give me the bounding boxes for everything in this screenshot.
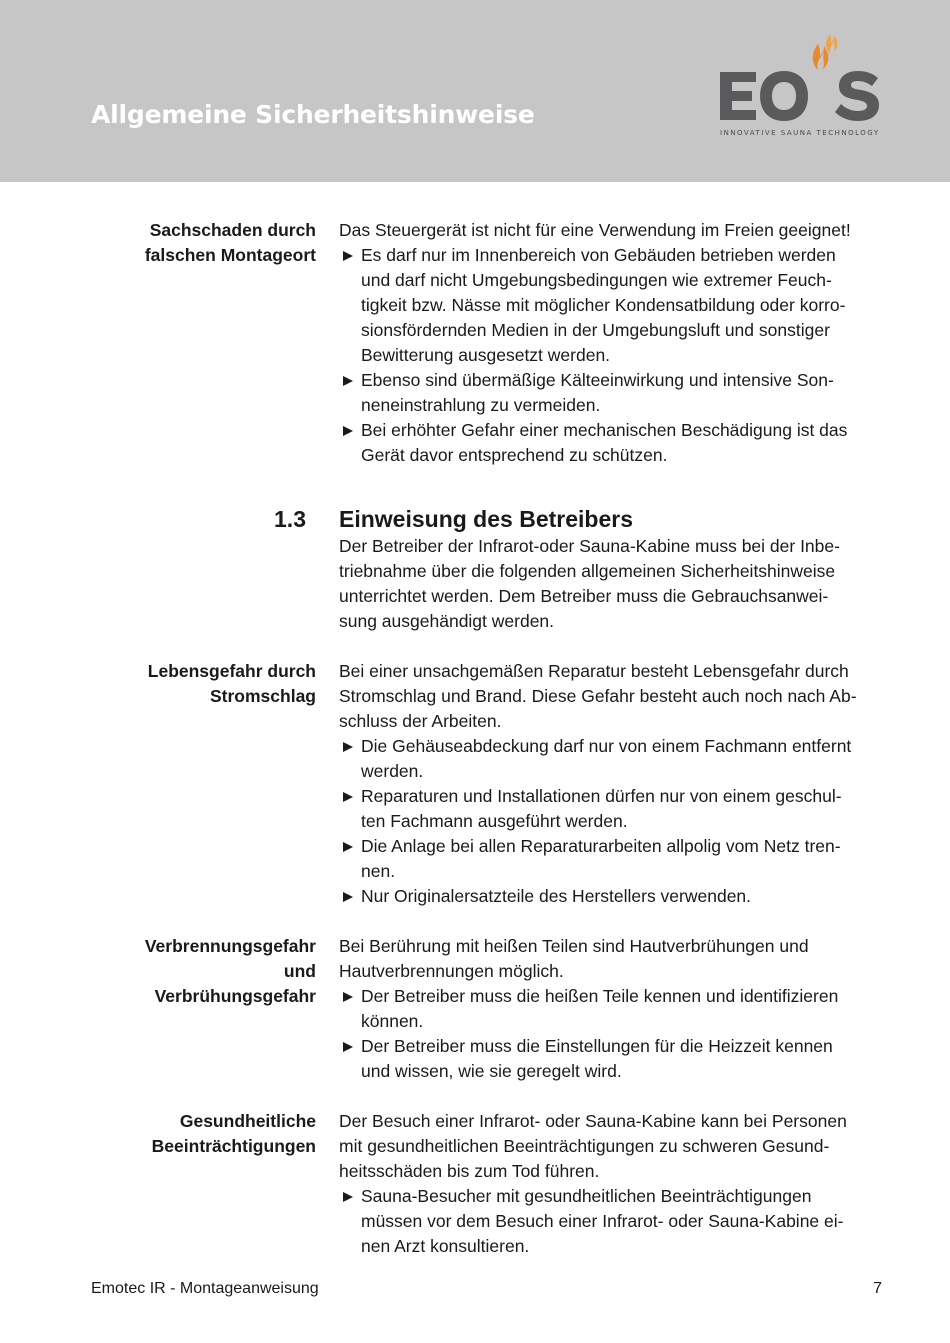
triangle-bullet-icon [343,742,353,752]
bullet-list [339,243,884,468]
triangle-bullet-icon [343,892,353,902]
triangle-bullet-icon [343,842,353,852]
bullet-item: Der Betreiber muss die Einstellungen für die Heizzeit kennen und wissen, wie sie geregelt wird. [339,1034,884,1084]
section-number: 1.3 [274,506,306,532]
block-label: Verbrennungsgefahr und Verbrühungsgefahr [144,936,316,1006]
block-verbrennungsgefahr [0,934,950,1084]
triangle-bullet-icon [343,376,353,386]
triangle-bullet-icon [343,1042,353,1052]
eos-logo [718,30,886,142]
section-heading [0,504,950,534]
bullet-item: Bei erhöhter Gefahr einer mechanischen Beschädigung ist das Gerät davor entsprechend zu schützen. [339,418,884,468]
section-title: Einweisung des Betreibers [339,506,633,532]
triangle-bullet-icon [343,992,353,1002]
block-body [339,218,884,468]
bullet-item: Die Gehäuseabdeckung darf nur von einem Fachmann entfernt werden. [339,734,884,784]
block-intro: Der Besuch einer Infrarot- oder Sauna-Kabine kann bei Personen [339,1111,847,1131]
block-intro: Bei Berührung mit heißen Teilen sind Hautverbrühungen und [339,936,809,956]
block-intro: Bei einer unsachgemäßen Reparatur besteht Lebensgefahr durch [339,661,849,681]
main-content [0,218,950,1259]
bullet-item: Ebenso sind übermäßige Kälteeinwirkung und intensive Son- neneinstrahlung zu vermeiden. [339,368,884,418]
block-body: Der Besuch einer Infrarot- oder Sauna-Kabine kann bei Personen mit gesundheitlichen Beeinträchtigungen zu schweren Gesund- heitsschäden bis zum Tod führen. Sauna-Besucher mit gesundheitlichen Beeinträchtigungen müssen vor dem Besuch einer Infrarot- oder Sauna-Kabine ei- nen Arzt konsultieren. [339,1109,884,1259]
triangle-bullet-icon [343,251,353,261]
section-intro-row [0,534,950,634]
triangle-bullet-icon [343,426,353,436]
bullet-list [339,1184,884,1259]
bullet-item: Reparaturen und Installationen dürfen nur von einem geschul- ten Fachmann ausgeführt werden. [339,784,884,834]
bullet-list [339,984,884,1084]
block-body: Bei Berührung mit heißen Teilen sind Hautverbrühungen und Hautverbrennungen möglich. Der Betreiber muss die heißen Teile kennen und identifizieren können. Der Betreiber muss die Einstellungen für die Heizzeit kennen und wissen, wie sie geregelt wird. [339,934,884,1084]
block-lebensgefahr [0,659,950,909]
block-label: Sachschaden durch falschen Montageort [144,220,316,265]
bullet-item: Die Anlage bei allen Reparaturarbeiten allpolig vom Netz tren- nen. [339,834,884,884]
triangle-bullet-icon [343,792,353,802]
block-body: Bei einer unsachgemäßen Reparatur besteht Lebensgefahr durch Stromschlag und Brand. Diese Gefahr besteht auch noch nach Ab- schluss der Arbeiten. Die Gehäuseabdeckung darf nur von einem Fachmann entfernt werden. Reparaturen und Installationen dürfen nur von einem geschul- ten Fachmann ausgeführt werden. Die Anlage bei allen Reparaturarbeiten allpolig vom Netz tren- nen. Nur Originalersatzteile des Herstellers verwenden. [339,659,884,909]
logo-tagline: INNOVATIVE SAUNA TECHNOLOGY [720,129,880,137]
bullet-list [339,734,884,909]
footer-document-title: Emotec IR - Montageanweisung [91,1280,319,1297]
bullet-item: Es darf nur im Innenbereich von Gebäuden betrieben werden und darf nicht Umgebungsbedingungen wie extremer Feuch- tigkeit bzw. Nässe mit möglicher Kondensatbildung oder korro- sionsfördernden Medien in der Umgebungsluft und sonstiger Bewitterung ausgesetzt werden. [339,243,884,368]
section-intro: Der Betreiber der Infrarot-oder Sauna-Kabine muss bei der Inbe- triebnahme über die folgenden allgemeinen Sicherheitshinweise unterrichtet werden. Dem Betreiber muss die Gebrauchsanwei- sung ausgehändigt werden. [339,536,840,631]
page-header [0,0,950,182]
bullet-item: Nur Originalersatzteile des Herstellers verwenden. [339,884,884,909]
block-sachschaden [0,218,950,468]
bullet-item: Der Betreiber muss die heißen Teile kennen und identifizieren können. [339,984,884,1034]
block-label: Gesundheitliche Beeinträchtigungen [151,1111,316,1156]
header-title: Allgemeine Sicherheitshinweise [91,100,535,129]
triangle-bullet-icon [343,1192,353,1202]
block-label: Lebensgefahr durch Stromschlag [147,661,316,706]
bullet-item: Sauna-Besucher mit gesundheitlichen Beeinträchtigungen müssen vor dem Besuch einer Infrarot- oder Sauna-Kabine ei- nen Arzt konsultieren. [339,1184,884,1259]
flame-icon [813,34,838,70]
footer-page-number: 7 [873,1280,882,1297]
block-intro: Das Steuergerät ist nicht für eine Verwendung im Freien geeignet! [339,220,851,240]
block-gesundheit [0,1109,950,1259]
logo-letters [720,71,879,121]
